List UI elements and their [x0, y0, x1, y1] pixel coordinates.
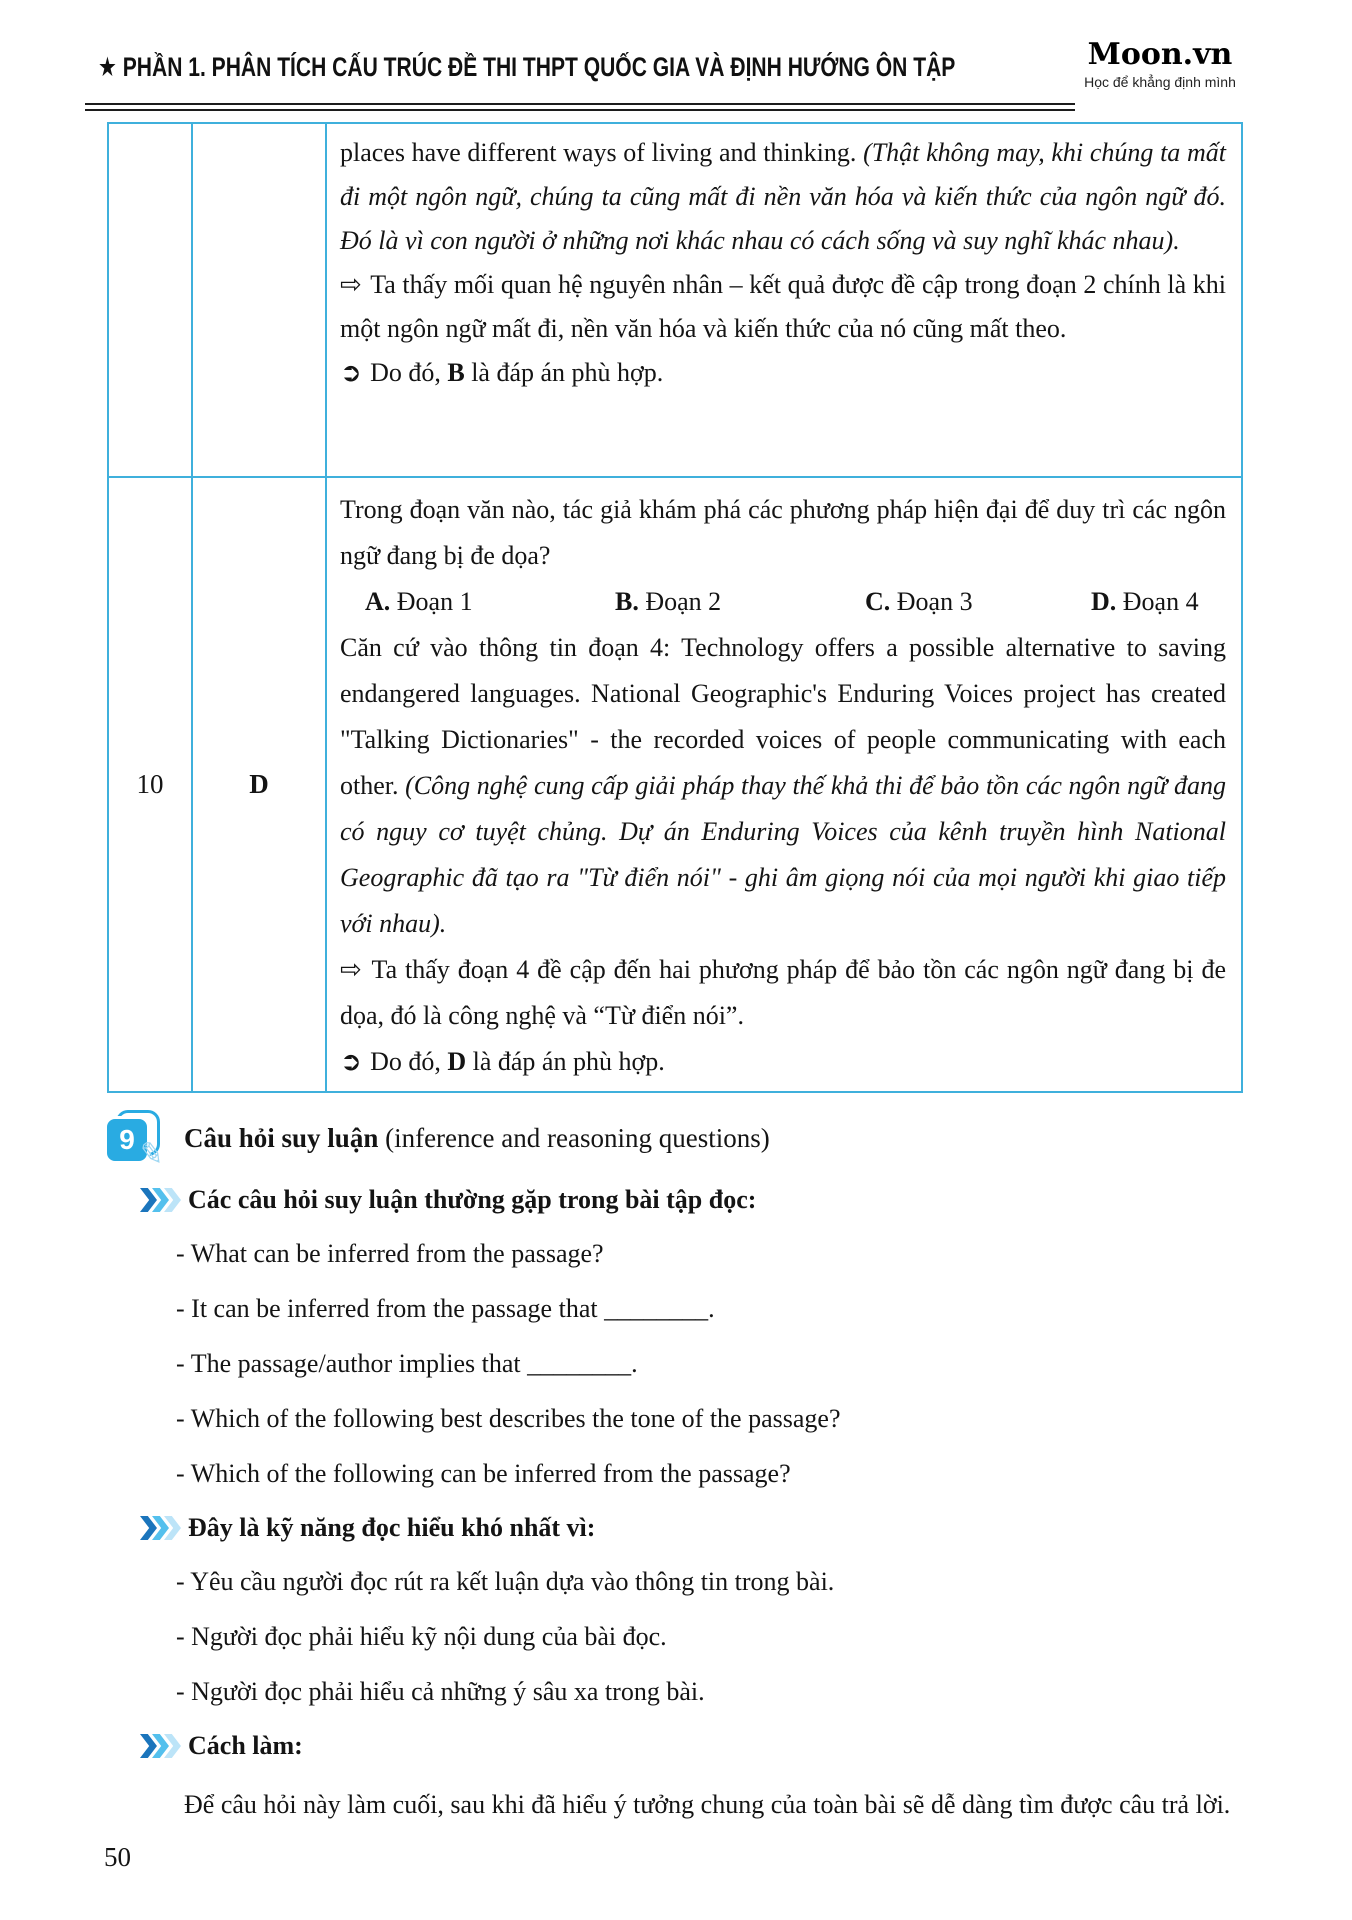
explanation-paragraph: ⇨ Ta thấy mối quan hệ nguyên nhân – kết quả được đề cập trong đoạn 2 chính là khi một ngôn ngữ mất đi, nền văn hóa và kiến thức của nó cũng mất theo. [340, 270, 1226, 343]
section-title: Câu hỏi suy luận (inference and reasoning questions) [184, 1123, 770, 1153]
answer-letter-cell: D [191, 478, 325, 1091]
chevrons-icon [140, 1188, 176, 1212]
explanation-paragraph: Căn cứ vào thông tin đoạn 4: Technology offers a possible alternative to saving endangered languages. National Geographic's Enduring Voices project has created "Talking Dictionaries" - the recorded voices of people communicating with each other. (Công nghệ cung cấp giải pháp thay thế khả thi để bảo tồn các ngôn ngữ đang có nguy cơ tuyệt chủng. Dự án Enduring Voices của kênh truyền hình National Geographic đã tạo ra "Từ điển nói" - ghi âm giọng nói của mọi người khi giao tiếp với nhau). [340, 633, 1226, 938]
explanation-cell [325, 478, 1241, 1091]
option-a: A. Đoạn 1 [365, 587, 473, 616]
conclusion-paragraph: ➲ Do đó, B là đáp án phù hợp. [340, 358, 664, 388]
conclusion-paragraph: ➲ Do đó, D là đáp án phù hợp. [340, 1047, 665, 1077]
question-number-cell: 10 [136, 769, 164, 799]
table-row [109, 476, 1241, 1091]
list-item: - What can be inferred from the passage? [176, 1239, 604, 1268]
page-number: 50 [104, 1842, 131, 1872]
group-heading: Cách làm: [140, 1726, 1352, 1766]
list-item: - Which of the following can be inferred from the passage? [176, 1459, 791, 1488]
explanation-paragraph: places have different ways of living and thinking. (Thật không may, khi chúng ta mất đi một ngôn ngữ, chúng ta cũng mất đi nền văn hóa và kiến thức của ngôn ngữ đó. Đó là vì con người ở những nơi khác nhau có cách sống và suy nghĩ khác nhau). [340, 138, 1226, 255]
option-d: D. Đoạn 4 [1091, 587, 1199, 616]
explanation-paragraph: ⇨ Ta thấy đoạn 4 đề cập đến hai phương pháp để bảo tồn các ngôn ngữ đang bị đe dọa, đó là công nghệ và “Từ điển nói”. [340, 955, 1226, 1030]
option-b: B. Đoạn 2 [615, 587, 722, 616]
table-row [109, 124, 1241, 476]
option-c: C. Đoạn 3 [865, 587, 973, 616]
group-heading: Các câu hỏi suy luận thường gặp trong bài tập đọc: [140, 1180, 1352, 1220]
header-divider [85, 103, 1075, 111]
logo-brand: Moon.vn [1087, 37, 1233, 72]
question-paragraph: Trong đoạn văn nào, tác giả khám phá các phương pháp hiện đại để duy trì các ngôn ngữ đang bị đe dọa? [340, 495, 1226, 570]
answer-letter-cell [191, 124, 325, 476]
answer-options-row [340, 579, 1226, 625]
list-item: - Which of the following best describes the tone of the passage? [176, 1404, 841, 1433]
badge-number: 9 [104, 1116, 150, 1164]
method-paragraph: Để câu hỏi này làm cuối, sau khi đã hiểu ý tưởng chung của toàn bài sẽ dễ dàng tìm được câu trả lời. [184, 1790, 1231, 1819]
chevrons-icon [140, 1734, 176, 1758]
logo-tagline: Học để khẳng định mình [1084, 74, 1236, 90]
section-title-row [104, 1108, 1352, 1174]
page-header-title: ★ PHẦN 1. PHÂN TÍCH CẤU TRÚC ĐỀ THI THPT QUỐC GIA VÀ ĐỊNH HƯỚNG ÔN TẬP [98, 52, 956, 82]
answer-table [107, 122, 1243, 1093]
list-item: - Người đọc phải hiểu cả những ý sâu xa trong bài. [176, 1677, 705, 1706]
explanation-cell [325, 124, 1241, 476]
list-item: - The passage/author implies that ________. [176, 1349, 638, 1378]
chevrons-icon [140, 1516, 176, 1540]
section-9 [0, 1102, 1352, 1832]
pencil-icon: ✎ [136, 1135, 167, 1174]
section-number-badge [104, 1110, 167, 1174]
list-item: - Yêu cầu người đọc rút ra kết luận dựa vào thông tin trong bài. [176, 1567, 835, 1596]
list-item: - It can be inferred from the passage that ________. [176, 1294, 715, 1323]
question-number-cell [109, 124, 191, 476]
group-heading: Đây là kỹ năng đọc hiểu khó nhất vì: [140, 1508, 1352, 1548]
moon-logo [1082, 38, 1238, 91]
list-item: - Người đọc phải hiểu kỹ nội dung của bài đọc. [176, 1622, 667, 1651]
